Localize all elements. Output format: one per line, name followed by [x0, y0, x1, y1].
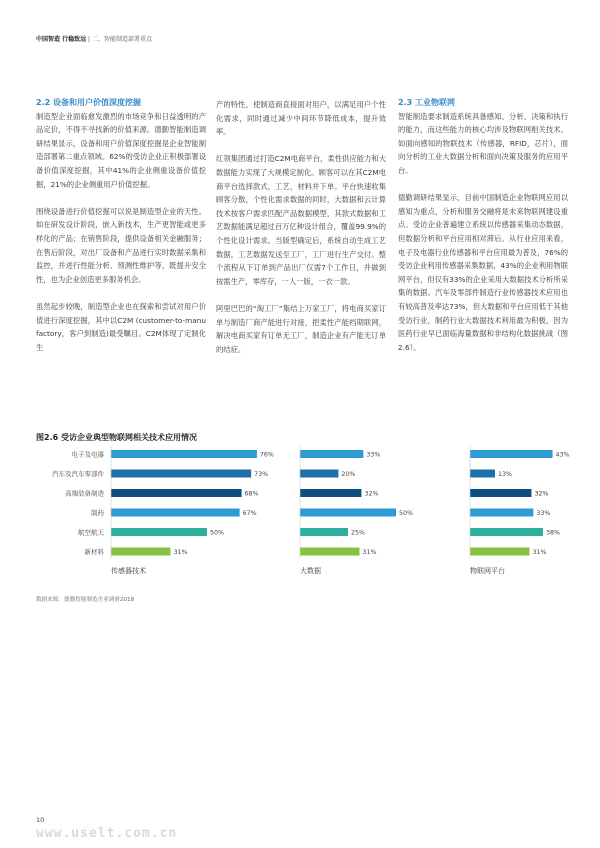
- paragraph: 产的特性，使制造商直接面对用户，以满足用户个性化需求，同时通过减少中间环节降低成本，提升效率。: [216, 100, 386, 137]
- bar: [111, 489, 242, 497]
- data-label: 73%: [254, 470, 269, 478]
- bar: [300, 509, 396, 517]
- bar: [470, 470, 495, 478]
- bar: [470, 509, 533, 517]
- iot-technology-bar-chart: [36, 446, 576, 586]
- data-label: 13%: [497, 470, 512, 478]
- data-label: 20%: [341, 470, 356, 478]
- data-label: 31%: [532, 548, 547, 556]
- bar: [300, 470, 338, 478]
- paragraph: 红领集团通过打造C2M电商平台，柔性供应能力和大数据能力实现了大规模定制化。顾客可以在其C2M电商平台选择款式，工艺，材料并下单。平台快速收集顾客分散，个性化需求数据的同时，大数据和云计算技术按客户需求匹配产品数据模型，其款式数据和工艺数据能满足超过百万亿种设计组合，覆盖99.9%的个性化设计需求。当版型确定后，系统自动生成工艺数据，工艺数据发送至工厂，工厂进行生产交付。整个流程从下订单到产品出厂仅需7个工作日，并做到按需生产，零库存，一人一版，一衣一款。: [216, 154, 386, 286]
- data-label: 31%: [362, 548, 377, 556]
- section-title-2-3: 2.3 工业物联网: [398, 98, 455, 107]
- data-label: 68%: [244, 490, 259, 498]
- bar: [300, 548, 360, 556]
- bar: [470, 489, 531, 497]
- bar: [470, 548, 530, 556]
- header-section: 二、智能制造部署重点: [91, 36, 152, 43]
- category-label: 电子及电器: [71, 450, 104, 459]
- bar: [111, 450, 257, 458]
- figure-title: 图2.6 受访企业典型物联网相关技术应用情况: [36, 433, 197, 442]
- data-label: 32%: [534, 490, 549, 498]
- paragraph: 阿里巴巴的“淘工厂”集结上万家工厂，将电商买家订单与制造厂商产能进行对接，把柔性产能档期联网，解决电商买家有订单无工厂，制造企业有产能无订单的结症。: [216, 303, 386, 354]
- data-label: 43%: [555, 451, 570, 459]
- data-label: 76%: [259, 451, 274, 459]
- category-label: 新材料: [84, 548, 104, 556]
- section-title-2-2: 2.2 设备和用户价值深度挖掘: [36, 98, 141, 107]
- header-brand: 中国智造 行稳致远: [36, 36, 87, 43]
- data-label: 33%: [536, 509, 551, 517]
- series-label: 物联网平台: [470, 567, 505, 575]
- data-label: 33%: [366, 451, 381, 459]
- category-label: 高端装备制造: [65, 489, 104, 498]
- data-label: 67%: [242, 509, 257, 517]
- bar: [300, 489, 361, 497]
- bar: [111, 528, 207, 536]
- data-label: 38%: [545, 529, 560, 537]
- paragraph: 智能制造要求制造系统具备感知、分析、决策和执行的能力，而这些能力的核心均涉及物联网相关技术，如面向感知的物联技术（传感器，RFID，芯片），面向分析的工业大数据分析和面向决策及服务的应用平台。: [398, 111, 568, 175]
- bar: [111, 470, 251, 478]
- series-label: 大数据: [300, 567, 321, 575]
- data-label: 25%: [351, 529, 365, 537]
- figure-source: 数据来源：德勤智能制造企业调研2018: [36, 597, 135, 603]
- bar: [470, 450, 553, 458]
- series-label: 传感器技术: [111, 567, 146, 575]
- paragraph: 德勤调研结果显示，目前中国制造企业物联网应用以感知为重点，分析和服务交融将是未来物联网建设重点。受访企业普遍建立系统以传感器采集动态数据，但数据分析和平台应用相对滞后。从行业应用来看，电子及电器行业传感器和平台应用最为普及，76%的受访企业利用传感器采集数据，43%的企业利用物联网平台，但仅有33%的企业采用大数据技术分析所采集的数据。汽车及零部件制造行业传感器技术应用也有较高普及率达73%，但大数据和平台应用低于其他受访行业，制药行业大数据技术利用最为积极，因为医药行业早已面临海量数据和非结构化数据挑战（图2.6）。: [398, 193, 568, 352]
- data-label: 50%: [399, 509, 413, 517]
- header-separator: |: [88, 36, 92, 43]
- category-label: 汽车及汽车零部件: [52, 470, 104, 478]
- category-label: 航空航天: [78, 528, 104, 537]
- page-number: 10: [36, 816, 45, 824]
- category-label: 制药: [91, 509, 104, 517]
- bar: [111, 509, 240, 517]
- bar: [300, 450, 363, 458]
- bar: [111, 548, 171, 556]
- bar: [470, 528, 543, 536]
- paragraph: 虽然起步较晚，制造型企业也在探索和尝试对用户价值进行深度挖掘，其中以C2M (customer-to-manufactory，客户到制造)最受瞩目。C2M体现了定制化生: [36, 301, 206, 352]
- text-column-1: [36, 96, 206, 368]
- text-column-3: [398, 96, 568, 368]
- paragraph: 围绕设备进行价值挖掘可以说是制造型企业的天性。如在研发设计阶段，嵌入新技术，生产更智能或更多样化的产品；在销售阶段，提供设备相关金融服务；在售后阶段，对出厂设备和产品进行实时数据采集和监控，并进行性能分析、预测性维护等，既提升安全性，也为企业创造更多服务机会。: [36, 206, 206, 284]
- running-header: [36, 34, 152, 43]
- bar: [300, 528, 348, 536]
- data-label: 50%: [210, 529, 224, 537]
- paragraph: 制造型企业面临愈发激烈的市场竞争和日益透明的产品定价，不得不寻找新的价值来源。德勤智能制造调研结果显示，设备和用户价值深度挖掘是企业智能制造部署第二重点领域。62%的受访企业正积极部署设备价值深度挖掘，其中41%的企业侧重设备价值挖掘，21%的企业侧重用户价值挖掘。: [36, 111, 206, 189]
- watermark: www.uselt.com.cn: [36, 826, 178, 841]
- data-label: 32%: [364, 490, 379, 498]
- data-label: 31%: [173, 548, 188, 556]
- text-column-2: [216, 98, 386, 370]
